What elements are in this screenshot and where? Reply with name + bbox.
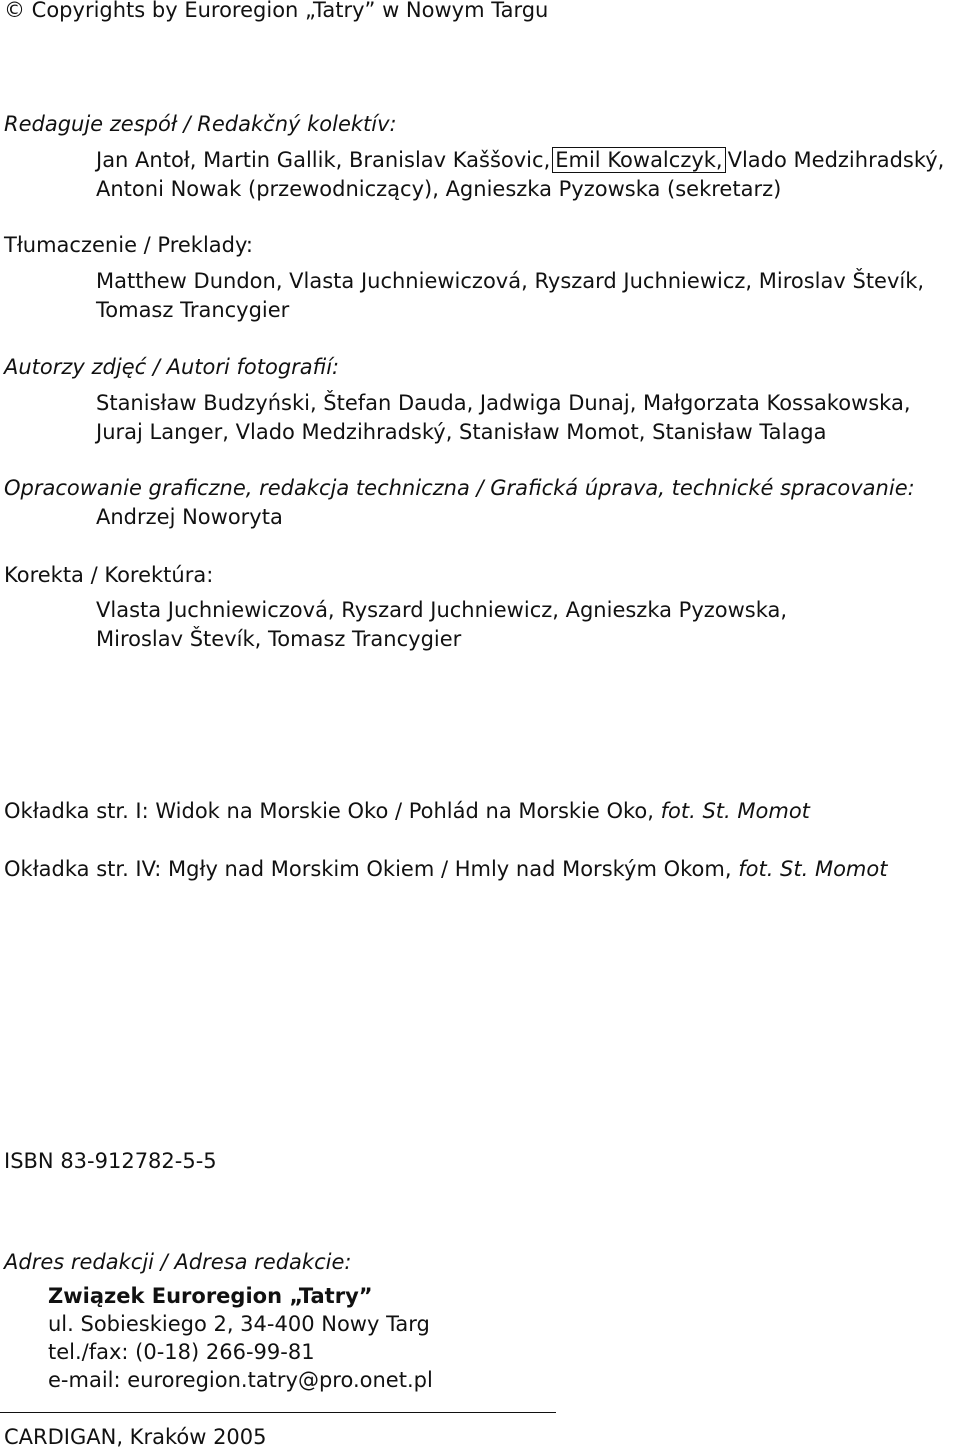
translations-label: Tłumaczenie / Preklady: [4, 233, 253, 257]
publisher-imprint: CARDIGAN, Kraków 2005 [4, 1425, 267, 1449]
editors-names-start: Jan Antoł, Martin Gallik, Branislav Kaššovic, [96, 148, 551, 172]
cover-front-line [4, 797, 810, 826]
address-phone: tel./fax: (0-18) 266-99-81 [48, 1340, 315, 1364]
translations-line-2: Tomasz Trancygier [96, 298, 290, 322]
copyright-line: © Copyrights by Euroregion „Tatry” w Nowym Targu [4, 0, 549, 22]
address-organization: Związek Euroregion „Tatry” [48, 1284, 373, 1308]
address-label: Adres redakcji / Adresa redakcie: [4, 1250, 352, 1274]
footer-divider [0, 1412, 556, 1413]
address-email: e-mail: euroregion.tatry@pro.onet.pl [48, 1368, 433, 1392]
graphic-line-1: Andrzej Noworyta [96, 505, 283, 529]
isbn: ISBN 83-912782-5-5 [4, 1149, 217, 1173]
proofreading-label-text: Korekta / Korektúra: [4, 563, 214, 587]
editors-label: Redaguje zespół / Redakčný kolektív: [4, 112, 397, 136]
cover-back-text: Okładka str. IV: Mgły nad Morskim Okiem / Hmly nad Morským Okom, [4, 857, 732, 881]
editors-names-end: Vlado Medzihradský, [727, 148, 945, 172]
cover-front-text: Okładka str. I: Widok na Morskie Oko / Pohlád na Morskie Oko, [4, 799, 654, 823]
editors-line-1 [96, 146, 944, 175]
photos-line-1: Stanisław Budzyński, Štefan Dauda, Jadwiga Dunaj, Małgorzata Kossakowska, [96, 391, 911, 415]
graphic-label: Opracowanie graficzne, redakcja techniczna / Grafická úprava, technické spracovanie: [4, 476, 915, 500]
translations-line-1: Matthew Dundon, Vlasta Juchniewiczová, Ryszard Juchniewicz, Miroslav Števík, [96, 269, 925, 293]
proofreading-line-1: Vlasta Juchniewiczová, Ryszard Juchniewicz, Agnieszka Pyzowska, [96, 598, 788, 622]
cover-back-line [4, 855, 887, 884]
proofreading-line-2: Miroslav Števík, Tomasz Trancygier [96, 627, 462, 651]
proofreading-label [4, 561, 213, 590]
editors-boxed-name: Emil Kowalczyk, [552, 147, 725, 173]
address-street: ul. Sobieskiego 2, 34-400 Nowy Targ [48, 1312, 430, 1336]
photos-line-2: Juraj Langer, Vlado Medzihradský, Stanisław Momot, Stanisław Talaga [96, 420, 827, 444]
cover-front-credit: fot. St. Momot [660, 799, 810, 823]
editors-line-2: Antoni Nowak (przewodniczący), Agnieszka Pyzowska (sekretarz) [96, 177, 782, 201]
photos-label: Autorzy zdjęć / Autori fotografií: [4, 355, 340, 379]
cover-back-credit: fot. St. Momot [738, 857, 888, 881]
